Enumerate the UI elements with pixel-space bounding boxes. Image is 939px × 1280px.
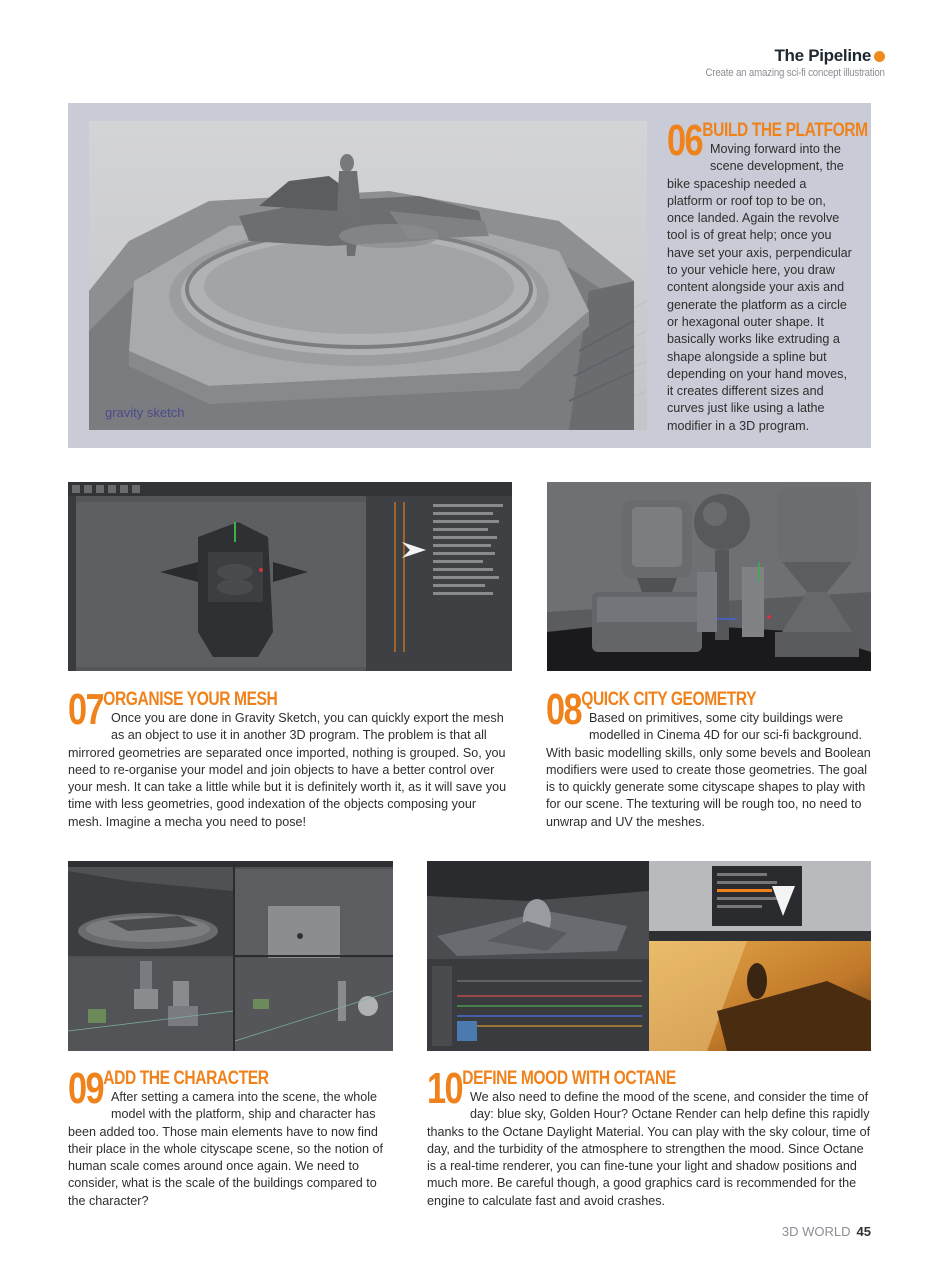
cinema4d-ship-screenshot [68, 482, 512, 671]
step-09-heading: ADD THE CHARACTER [103, 1068, 269, 1089]
magazine-name: 3D WORLD [781, 1224, 851, 1239]
page-number: 45 [856, 1224, 871, 1239]
step-08-heading: QUICK CITY GEOMETRY [581, 689, 757, 710]
step-09-body: After setting a camera into the scene, the whole model with the platform, ship and character has been added too. Those main elements have to now find their place in the whole cityscape scene, so the notion of human scale comes around once again. We need to consider, what is the scale of the buildings compared to the character? [68, 1090, 384, 1208]
section-title [774, 46, 885, 66]
orange-dot-icon [874, 51, 885, 62]
step-06-text [667, 116, 868, 435]
page-footer [782, 1224, 871, 1239]
step-08-image [547, 482, 871, 671]
platform-render-illustration [89, 121, 647, 430]
step-08-number: 08 [546, 685, 582, 734]
step-09-text [68, 1064, 393, 1210]
step-07-body: Once you are done in Gravity Sketch, you can quickly export the mesh as an object to use it in another 3D program. The problem is that all mirrored geometries are separated once imported, nothing is grouped. So, you need to re-organise your model and join objects to have a better control over your mesh. It can take a little while but it is definitely worth it, as it will save you time with less geometries, good indexation of the objects composing your mesh. Imagine a mecha you need to pose! [68, 711, 507, 829]
section-subtitle: Create an amazing sci-fi concept illustration [705, 67, 885, 79]
octane-render-screenshot [427, 861, 871, 1051]
step-07-heading: ORGANISE YOUR MESH [103, 689, 278, 710]
step-07-number: 07 [68, 685, 104, 734]
step-06-heading: BUILD THE PLATFORM [702, 120, 868, 141]
step-10-text [427, 1064, 871, 1210]
step-06-image [89, 121, 647, 430]
city-geometry-render [547, 482, 871, 671]
step-09-number: 09 [68, 1064, 104, 1113]
gravity-sketch-label: gravity sketch [105, 405, 185, 420]
step-08-body: Based on primitives, some city buildings were modelled in Cinema 4D for our sci-fi background. With basic modelling skills, only some bevels and Boolean modifiers were used to create those geometries. The goal is to quickly generate some cityscape shapes to play with for our scene. The texturing will be rough too, no need to unwrap and UV the meshes. [546, 711, 871, 829]
step-10-number: 10 [427, 1064, 463, 1113]
step-10-heading: DEFINE MOOD WITH OCTANE [462, 1068, 676, 1089]
step-07-image [68, 482, 512, 671]
page-header [681, 46, 885, 79]
step-07-text [68, 685, 512, 831]
section-title-text: The Pipeline [774, 46, 871, 65]
step-10-image [427, 861, 871, 1051]
step-06-number: 06 [667, 116, 703, 165]
four-view-viewport-screenshot [68, 861, 393, 1051]
step-08-text [546, 685, 871, 831]
step-10-body: We also need to define the mood of the scene, and consider the time of day: blue sky, Golden Hour? Octane Render can help define this rapidly thanks to the Octane Daylight Material. You can play with the sky colour, time of day, and the turbidity of the atmosphere to strengthen the mood. Since Octane is a real-time renderer, you can fine-tune your light and shadow positions and much more. Be careful though, a good graphics card is recommended for the engine to calculate fast and avoid crashes. [427, 1090, 871, 1208]
step-06-body: Moving forward into the scene development, the bike spaceship needed a platform or roof top to be on, once landed. Again the revolve tool is of great help; once you have set your axis, perpendicular to your vehicle here, you draw content alongside your axis and generate the platform as a circle or hexagonal outer shape. It basically works like extruding a shape alongside a spline but depending on your hand moves, it creates different sizes and curves just like using a lathe modifier in a 3D program. [667, 142, 852, 433]
step-09-image [68, 861, 393, 1051]
